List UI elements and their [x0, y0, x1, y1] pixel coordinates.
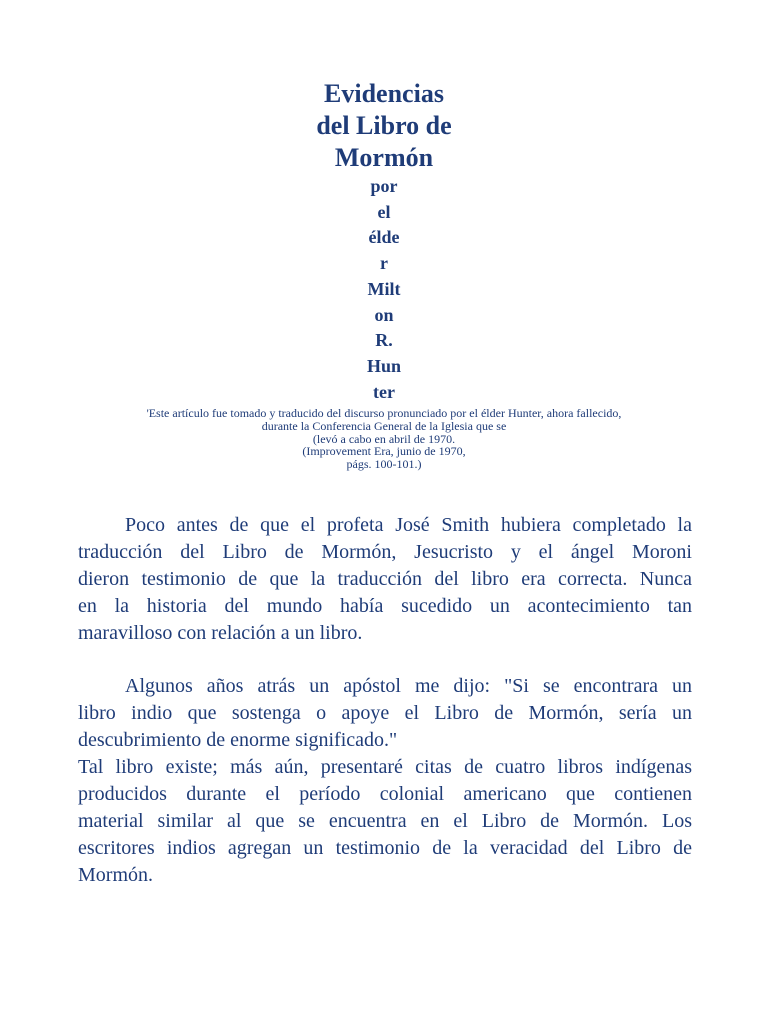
paragraph-1-line: maravilloso con relación a un libro.	[78, 622, 363, 644]
paragraph-2-line: descubrimiento de enorme significado."	[78, 729, 398, 751]
byline-line-3: élde	[368, 227, 400, 248]
body-section-1	[78, 512, 692, 647]
paragraph-1-line: Poco antes de que el profeta José Smith hubiera completado la	[125, 514, 692, 536]
title-block	[0, 78, 768, 405]
paragraph-2-line: Algunos años atrás un apóstol me dijo: "Si se encontrara un	[125, 675, 692, 697]
paragraph-3-line: Mormón.	[78, 864, 153, 886]
paragraph-3-line: Tal libro existe; más aún, presentaré citas de cuatro libros indígenas	[78, 756, 692, 778]
source-note-line-4: (Improvement Era, junio de 1970,	[302, 444, 466, 459]
byline-line-9: ter	[373, 381, 395, 402]
byline-line-4: r	[380, 253, 388, 274]
paragraph-2	[78, 673, 692, 754]
paragraph-2-line: libro indio que sostenga o apoye el Libro de Mormón, sería un	[78, 702, 692, 724]
paragraph-3-line: producidos durante el período colonial americano que contienen	[78, 783, 692, 805]
source-note-line-1: 'Este artículo fue tomado y traducido del discurso pronunciado por el élder Hunter, ahora fallecido,	[146, 406, 622, 420]
byline-line-8: Hun	[366, 355, 402, 376]
document-title-line-2: del Libro de	[316, 111, 452, 140]
byline-line-6: on	[374, 304, 394, 325]
document-title-line-3: Mormón	[334, 143, 434, 172]
byline-line-7: R.	[375, 330, 393, 351]
byline-line-1: por	[370, 176, 398, 196]
paragraph-1	[78, 512, 692, 647]
document-title-line-1: Evidencias	[324, 79, 444, 108]
paragraph-1-line: en la historia del mundo había sucedido un acontecimiento tan	[78, 595, 692, 617]
source-note	[0, 407, 768, 471]
byline-line-2: el	[377, 201, 391, 222]
source-note-line-2: durante la Conferencia General de la Iglesia que se	[261, 418, 507, 433]
paragraph-3-line: material similar al que se encuentra en el Libro de Mormón. Los	[78, 810, 692, 832]
source-note-line-3: (levó a cabo en abril de 1970.	[312, 431, 456, 446]
source-note-line-5: págs. 100-101.)	[346, 457, 422, 472]
paragraph-1-line: dieron testimonio de que la traducción del libro era correcta. Nunca	[78, 568, 692, 590]
paragraph-1-line: traducción del Libro de Mormón, Jesucristo y el ángel Moroni	[78, 541, 692, 563]
paragraph-3-line: escritores indios agregan un testimonio de la veracidad del Libro de	[78, 837, 692, 859]
byline-line-5: Milt	[367, 278, 401, 299]
paragraph-3	[78, 754, 692, 889]
body-section-2	[78, 673, 692, 889]
